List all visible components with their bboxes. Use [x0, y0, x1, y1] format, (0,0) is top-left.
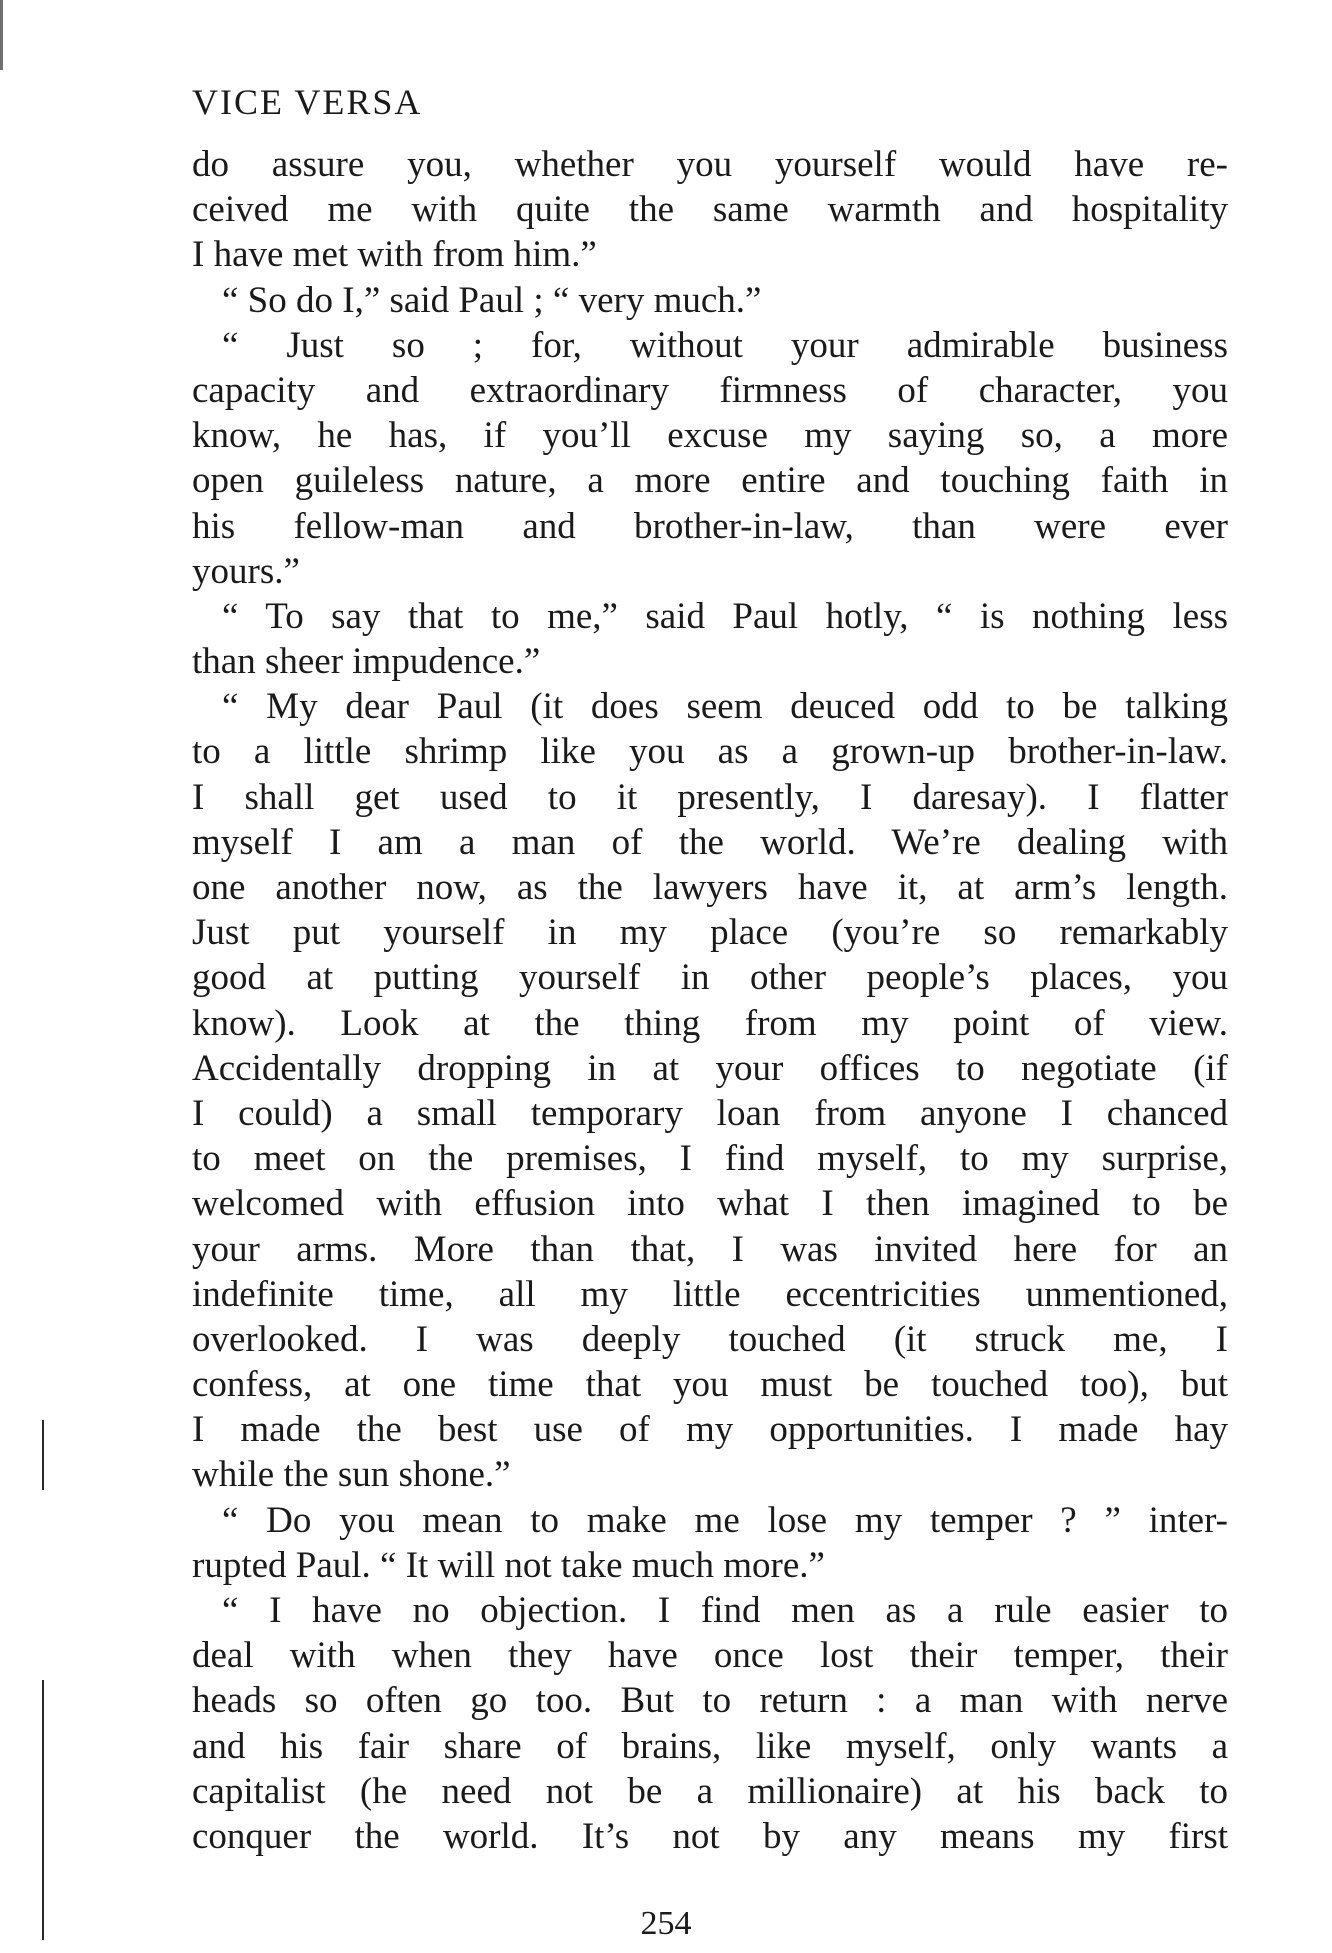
text-line: confess, at one time that you must be touched too), but [192, 1364, 1228, 1406]
text-line: Accidentally dropping in at your offices to negotiate (if [192, 1047, 1228, 1089]
text-line: one another now, as the lawyers have it, at arm’s length. [192, 867, 1228, 908]
text-line: while the sun shone.” [192, 1454, 511, 1496]
text-line: Just put yourself in my place (you’re so remarkably [192, 912, 1228, 954]
text-line: his fellow-man and brother-in-law, than were ever [192, 505, 1228, 547]
text-line: I have met with from him.” [192, 234, 597, 276]
text-line: “ Do you mean to make me lose my temper ? ” inter- [222, 1499, 1228, 1541]
text-line: deal with when they have once lost their temper, their [192, 1635, 1228, 1677]
text-line: “ I have no objection. I find men as a rule easier to [222, 1590, 1228, 1631]
text-line: indefinite time, all my little eccentricities unmentioned, [192, 1273, 1228, 1315]
text-line: I could) a small temporary loan from anyone I chanced [192, 1092, 1228, 1134]
text-line: “ Just so ; for, without your admirable business [222, 324, 1228, 366]
text-line: and his fair share of brains, like myself, only wants a [192, 1725, 1228, 1767]
text-line: rupted Paul. “ It will not take much more.” [192, 1544, 825, 1586]
text-line: know). Look at the thing from my point of view. [192, 1002, 1228, 1044]
text-line: do assure you, whether you yourself would have re- [192, 144, 1228, 185]
text-line: than sheer impudence.” [192, 641, 541, 683]
text-line: overlooked. I was deeply touched (it struck me, I [192, 1318, 1228, 1360]
text-line: “ My dear Paul (it does seem deuced odd to be talking [222, 686, 1228, 728]
running-head: VICE VERSA [192, 82, 423, 122]
text-line: ceived me with quite the same warmth and hospitality [192, 189, 1228, 231]
text-line: conquer the world. It’s not by any means my first [192, 1815, 1228, 1857]
text-line: heads so often go too. But to return : a man with nerve [192, 1680, 1228, 1722]
text-line: capitalist (he need not be a millionaire) at his back to [192, 1770, 1228, 1812]
text-line: “ So do I,” said Paul ; “ very much.” [222, 279, 762, 321]
margin-pencil-mark [42, 1420, 44, 1490]
text-line: “ To say that to me,” said Paul hotly, “ is nothing less [222, 595, 1228, 637]
text-line: good at putting yourself in other people’s places, you [192, 957, 1228, 999]
text-line: I made the best use of my opportunities. I made hay [192, 1409, 1228, 1451]
scan-edge-mark [0, 0, 25, 70]
text-line: to meet on the premises, I find myself, to my surprise, [192, 1138, 1228, 1180]
body-text [192, 142, 1228, 1859]
page-number: 254 [640, 1905, 692, 1942]
text-line: myself I am a man of the world. We’re dealing with [192, 821, 1228, 863]
text-line: your arms. More than that, I was invited here for an [192, 1228, 1228, 1270]
text-line: open guileless nature, a more entire and touching faith in [192, 460, 1228, 502]
text-line: know, he has, if you’ll excuse my saying so, a more [192, 415, 1228, 457]
margin-pencil-mark [42, 1680, 44, 1940]
text-line: yours.” [192, 550, 300, 592]
text-line: I shall get used to it presently, I daresay). I flatter [192, 776, 1228, 818]
text-line: capacity and extraordinary firmness of character, you [192, 369, 1228, 411]
text-line: welcomed with effusion into what I then imagined to be [192, 1183, 1228, 1225]
text-line: to a little shrimp like you as a grown-up brother-in-law. [192, 731, 1228, 773]
